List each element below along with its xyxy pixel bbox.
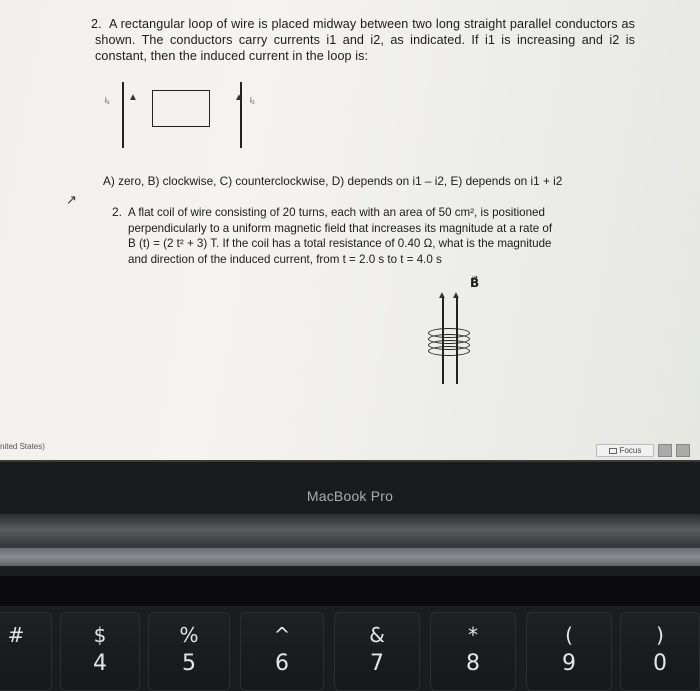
key-9[interactable]	[526, 612, 612, 691]
conductor-1-wire	[122, 82, 124, 148]
coil-in-field-diagram	[420, 276, 490, 386]
print-layout-button[interactable]	[658, 444, 672, 457]
key-7-bottom: 7	[370, 651, 384, 676]
key-4[interactable]	[60, 612, 140, 691]
view-buttons	[658, 444, 698, 457]
key-0-bottom: 0	[653, 651, 667, 676]
key-9-top: (	[565, 623, 573, 647]
key-4-top: $	[93, 623, 107, 647]
key-7-top: &	[369, 623, 385, 647]
question-1-number: 2.	[91, 17, 102, 31]
field-label: B⃗	[470, 276, 480, 290]
hinge-band	[0, 548, 700, 566]
focus-button[interactable]	[596, 444, 654, 457]
web-layout-button[interactable]	[676, 444, 690, 457]
question-2-text	[128, 205, 613, 267]
question-1-text: A rectangular loop of wire is placed midway between two long straight parallel conductors as shown. The conductors carry currents i1 and i2, as indicated. If i1 is increasing and i2 is constant, then the induced current in the loop is:	[95, 17, 635, 63]
conductor-2-label: i₂	[250, 96, 255, 105]
key-3-bottom	[0, 651, 51, 676]
key-8-top: *	[468, 623, 478, 647]
key-8[interactable]	[430, 612, 516, 691]
key-3[interactable]	[0, 612, 52, 691]
key-7[interactable]	[334, 612, 420, 691]
touch-bar	[0, 576, 700, 606]
question-2-line-3: B (t) = (2 t² + 3) T. If the coil has a total resistance of 0.40 Ω, what is the magnitude	[128, 237, 552, 250]
parallel-conductors-diagram	[95, 80, 295, 150]
answer-choices: A) zero, B) clockwise, C) counterclockwise, D) depends on i1 – i2, E) depends on i1 + i2	[103, 174, 563, 188]
key-8-bottom: 8	[466, 651, 480, 676]
question-2-line-2: perpendicularly to a uniform magnetic field that increases its magnitude at a rate of	[128, 221, 553, 235]
key-5[interactable]	[148, 612, 230, 691]
conductor-1-arrow-icon: ▲	[128, 92, 138, 103]
field-arrow-2-icon: ▲	[451, 290, 461, 301]
question-2-number: 2.	[112, 205, 123, 219]
key-6-top: ^	[273, 623, 291, 647]
key-5-bottom: 5	[182, 651, 196, 676]
key-9-bottom: 9	[562, 651, 576, 676]
key-6[interactable]	[240, 612, 324, 691]
focus-icon	[609, 448, 617, 454]
focus-label: Focus	[619, 446, 642, 455]
coil-turn-4	[428, 346, 470, 356]
key-3-top: #	[7, 623, 25, 647]
key-6-bottom: 6	[275, 651, 289, 676]
margin-mark: ↗	[66, 192, 77, 207]
wire-loop	[152, 90, 210, 127]
conductor-1-label: i₁	[105, 96, 110, 105]
key-0-top: )	[656, 623, 664, 647]
macbook-logo-text: MacBook Pro	[306, 488, 394, 504]
field-arrow-1-icon: ▲	[437, 290, 447, 301]
conductor-2-arrow-icon: ▲	[234, 92, 244, 103]
status-region-text: nited States)	[0, 442, 45, 451]
question-2-line-4: and direction of the induced current, from t = 2.0 s to t = 4.0 s	[128, 252, 442, 266]
key-4-bottom: 4	[93, 651, 107, 676]
key-0[interactable]	[620, 612, 700, 691]
question-2-line-1: A flat coil of wire consisting of 20 turns, each with an area of 50 cm², is positioned	[128, 206, 545, 219]
key-5-top: %	[179, 623, 199, 647]
